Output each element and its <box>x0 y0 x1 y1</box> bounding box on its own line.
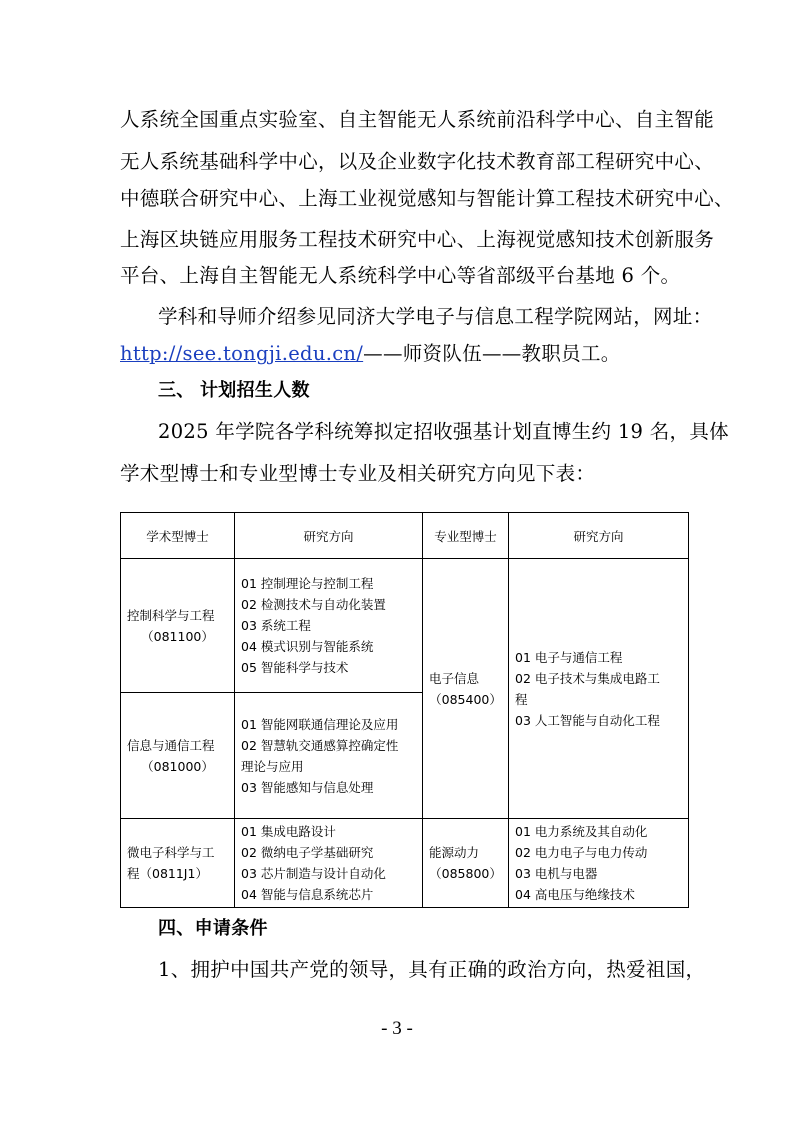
website-link[interactable]: http://see.tongji.edu.cn/ <box>120 342 364 365</box>
program-table <box>120 512 689 908</box>
section-3-number: 三、 <box>158 380 195 401</box>
requirement-1: 1、拥护中国共产党的领导，具有正确的政治方向，热爱祖国， <box>158 958 706 981</box>
intro-line: 平台、上海自主智能无人系统科学中心等省部级平台基地 6 个。 <box>120 264 681 287</box>
professional-program: 电子信息 （085400） <box>423 559 509 819</box>
academic-program: 控制科学与工程 （081100） <box>121 559 235 693</box>
header-research-direction: 研究方向 <box>235 513 423 559</box>
intro-line: 无人系统基础科学中心，以及企业数字化技术教育部工程研究中心、 <box>120 150 715 173</box>
section-4-heading: 四、申请条件 <box>158 918 268 939</box>
research-directions: 01 电力系统及其自动化 02 电力电子与电力传动 03 电机与电器 04 高电压与绝缘技术 <box>509 819 689 908</box>
research-directions: 01 集成电路设计 02 微纳电子学基础研究 03 芯片制造与设计自动化 04 智能与信息系统芯片 <box>235 819 423 908</box>
header-academic-doctorate: 学术型博士 <box>121 513 235 559</box>
section-3-heading <box>158 377 310 405</box>
enrollment-text: 2025 年学院各学科统筹拟定招收强基计划直博生约 19 名，具体 <box>158 420 729 443</box>
header-research-direction: 研究方向 <box>509 513 689 559</box>
intro-line: 上海区块链应用服务工程技术研究中心、上海视觉感知技术创新服务 <box>120 228 715 251</box>
intro-paragraph-2: 学科和导师介绍参见同济大学电子与信息工程学院网站，网址： <box>158 305 713 328</box>
research-directions: 01 电子与通信工程 02 电子技术与集成电路工 程 03 人工智能与自动化工程 <box>509 559 689 819</box>
research-directions: 01 智能网联通信理论及应用 02 智慧轨交通感算控确定性 理论与应用 03 智能感知与信息处理 <box>235 693 423 819</box>
academic-program: 微电子科学与工 程（0811J1） <box>121 819 235 908</box>
table-header-row <box>121 513 689 559</box>
research-directions: 01 控制理论与控制工程 02 检测技术与自动化装置 03 系统工程 04 模式识别与智能系统 05 智能科学与技术 <box>235 559 423 693</box>
intro-line: 中德联合研究中心、上海工业视觉感知与智能计算工程技术研究中心、 <box>120 187 734 210</box>
header-professional-doctorate: 专业型博士 <box>423 513 509 559</box>
professional-program: 能源动力 （085800） <box>423 819 509 908</box>
website-path: ——师资队伍——教职员工。 <box>363 342 621 365</box>
website-line <box>120 340 621 368</box>
section-3-title: 计划招生人数 <box>200 380 310 401</box>
page-number: - 3 - <box>381 1018 413 1039</box>
table-row <box>121 559 689 693</box>
academic-program: 信息与通信工程 （081000） <box>121 693 235 819</box>
intro-line: 人系统全国重点实验室、自主智能无人系统前沿科学中心、自主智能 <box>120 108 715 131</box>
enrollment-text: 学术型博士和专业型博士专业及相关研究方向见下表： <box>120 462 596 485</box>
table-row <box>121 819 689 908</box>
